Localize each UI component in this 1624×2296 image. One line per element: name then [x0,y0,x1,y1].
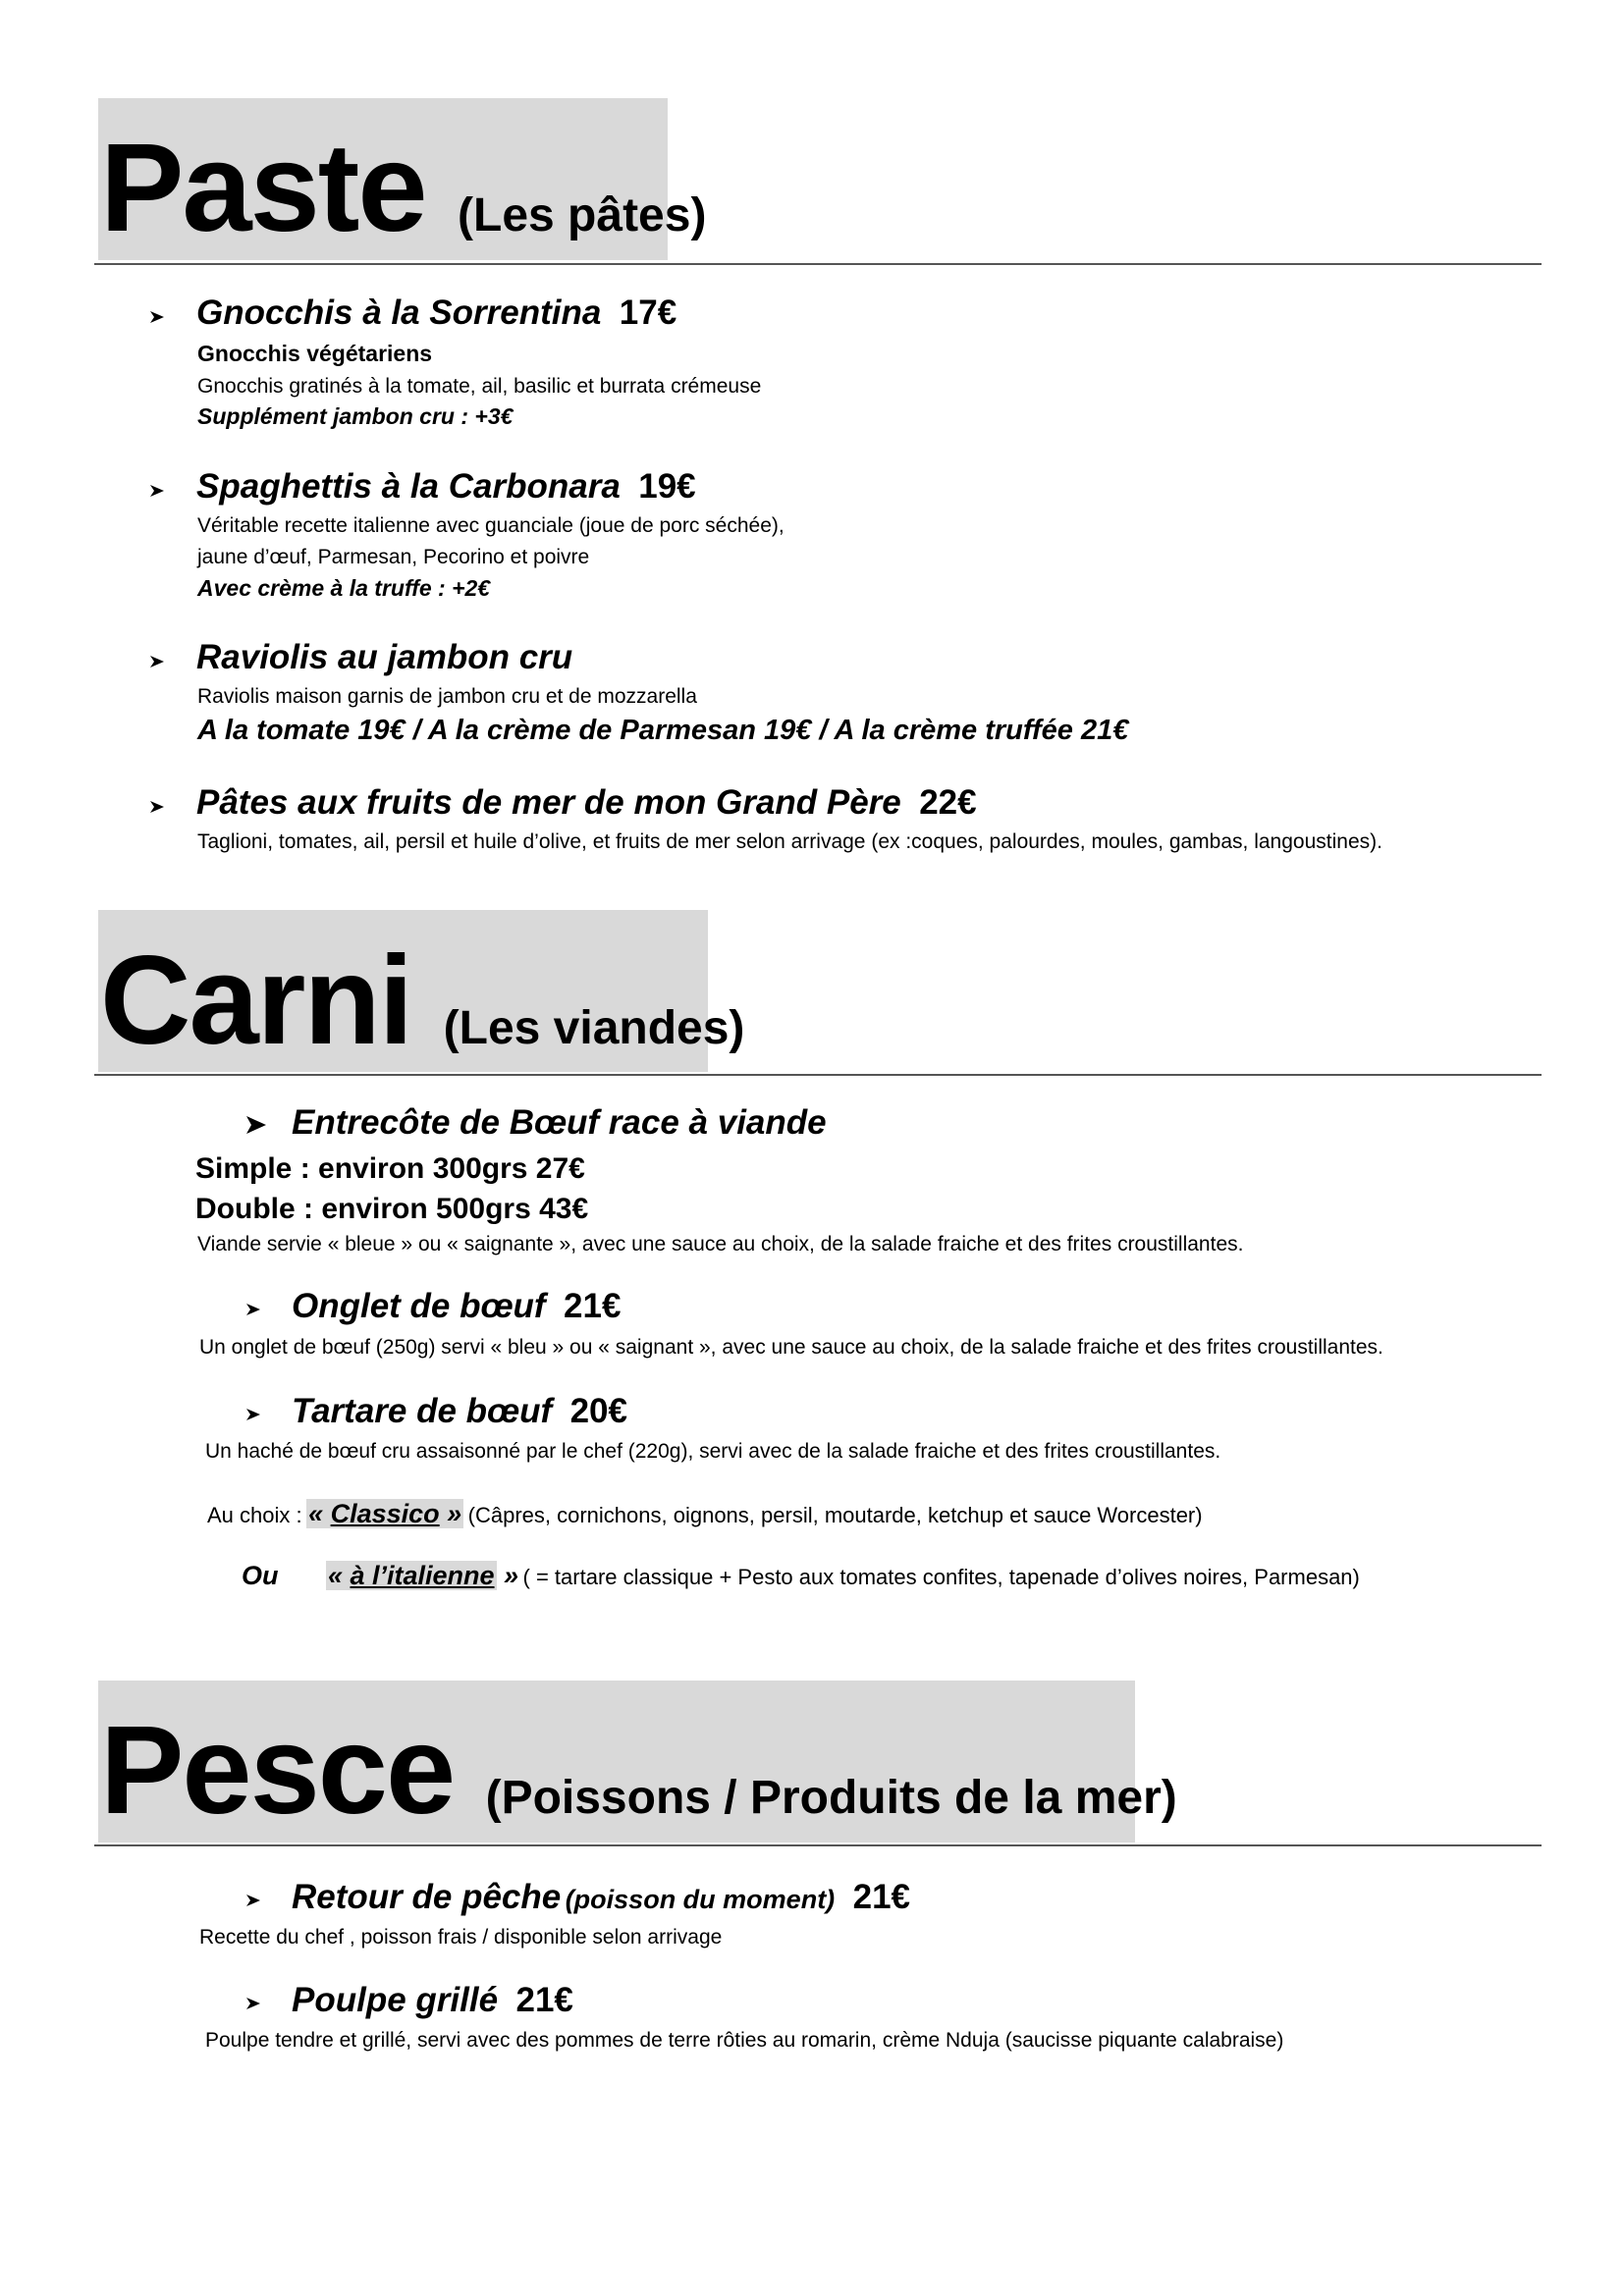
dish-price: 22€ [919,783,977,822]
dish-description: Un onglet de bœuf (250g) servi « bleu » ou « saignant », avec une sauce au choix, de la salade fraiche et des frites croustillantes. [199,1336,1383,1359]
option-description: (Câpres, cornichons, oignons, persil, moutarde, ketchup et sauce Worcester) [467,1503,1203,1527]
section-subtitle: (Poissons / Produits de la mer) [485,1772,1177,1824]
arrow-bullet-icon [245,1894,261,1907]
menu-item-title [292,1981,573,2020]
dish-price: 17€ [619,294,677,332]
dish-description: Viande servie « bleue » ou « saignante », avec une sauce au choix, de la salade fraiche et des frites croustillantes. [197,1233,1244,1255]
dish-description: Taglioni, tomates, ail, persil et huile d’olive, et fruits de mer selon arrivage (ex :coques, palourdes, moules, gambas, langoustines). [197,830,1382,853]
section-divider [94,263,1542,265]
portion-simple: Simple : environ 300grs 27€ [195,1152,585,1185]
dish-supplement: Avec crème à la truffe : +2€ [197,575,491,601]
choice-label: Au choix : [207,1503,302,1527]
quote-close: » [439,1499,462,1528]
quote-open: « [327,1561,351,1590]
section-title-paste [100,118,707,258]
dish-name: Retour de pêche [292,1878,562,1916]
menu-item-title [292,1878,910,1917]
dish-price: 21€ [852,1878,911,1916]
arrow-bullet-icon [149,800,165,814]
section-divider [94,1844,1542,1846]
arrow-bullet-icon [149,310,165,324]
option-classico [306,1499,463,1528]
or-label: Ou [242,1561,279,1590]
dish-description: Raviolis maison garnis de jambon cru et de mozzarella [197,685,697,708]
tartare-choice-classico [207,1499,1203,1529]
menu-item-title [292,1392,627,1431]
menu-item-title [196,638,572,677]
arrow-bullet-icon [245,1115,267,1135]
dish-name: Entrecôte de Bœuf race à viande [292,1103,827,1142]
menu-item-title [292,1103,827,1143]
dish-description: Gnocchis gratinés à la tomate, ail, basilic et burrata crémeuse [197,375,762,398]
dish-note: (poisson du moment) [565,1885,836,1914]
dish-price: 20€ [569,1392,627,1430]
section-title: Pesce [100,1700,455,1841]
dish-name: Gnocchis à la Sorrentina [196,294,602,332]
dish-name: Onglet de bœuf [292,1287,546,1325]
section-divider [94,1074,1542,1076]
dish-subtitle: Gnocchis végétariens [197,341,433,366]
dish-name: Raviolis au jambon cru [196,638,573,676]
section-title: Paste [100,118,426,258]
menu-item-title [196,783,977,823]
dish-name: Tartare de bœuf [292,1392,553,1430]
dish-price: 19€ [638,467,696,506]
dish-name: Spaghettis à la Carbonara [196,467,621,506]
section-title: Carni [100,931,412,1071]
dish-description-line: jaune d’œuf, Parmesan, Pecorino et poivre [197,546,590,568]
dish-supplement: Supplément jambon cru : +3€ [197,403,514,429]
section-subtitle: (Les pâtes) [458,189,707,241]
option-italienne [326,1561,497,1590]
dish-description: Poulpe tendre et grillé, servi avec des pommes de terre rôties au romarin, crème Nduja (saucisse piquante calabraise) [205,2029,1284,2052]
arrow-bullet-icon [245,1997,261,2010]
section-title-carni [100,931,745,1071]
menu-item-title [196,467,696,507]
portion-double: Double : environ 500grs 43€ [195,1193,589,1225]
dish-name: Pâtes aux fruits de mer de mon Grand Père [196,783,901,822]
option-description: ( = tartare classique + Pesto aux tomates confites, tapenade d’olives noires, Parmesan) [522,1565,1360,1589]
arrow-bullet-icon [149,655,165,668]
option-name: à l’italienne [350,1561,495,1590]
option-name: Classico [330,1499,440,1528]
section-subtitle: (Les viandes) [443,1002,745,1054]
dish-description: Un haché de bœuf cru assaisonné par le chef (220g), servi avec de la salade fraiche et des frites croustillantes. [205,1440,1221,1463]
section-title-pesce [100,1700,1177,1841]
arrow-bullet-icon [149,484,165,498]
dish-description-line: Véritable recette italienne avec guanciale (joue de porc séchée), [197,514,785,537]
dish-name: Poulpe grillé [292,1981,499,2019]
dish-price: 21€ [564,1287,622,1325]
dish-price: 21€ [515,1981,573,2019]
quote-close: » [496,1561,519,1590]
quote-open: « [308,1499,331,1528]
arrow-bullet-icon [245,1408,261,1421]
menu-item-title [292,1287,621,1326]
dish-description: Recette du chef , poisson frais / disponible selon arrivage [199,1926,723,1949]
arrow-bullet-icon [245,1303,261,1316]
tartare-choice-italienne [242,1561,1360,1591]
dish-variants-prices: A la tomate 19€ / A la crème de Parmesan 19€ / A la crème truffée 21€ [197,715,1129,746]
menu-item-title [196,294,677,333]
